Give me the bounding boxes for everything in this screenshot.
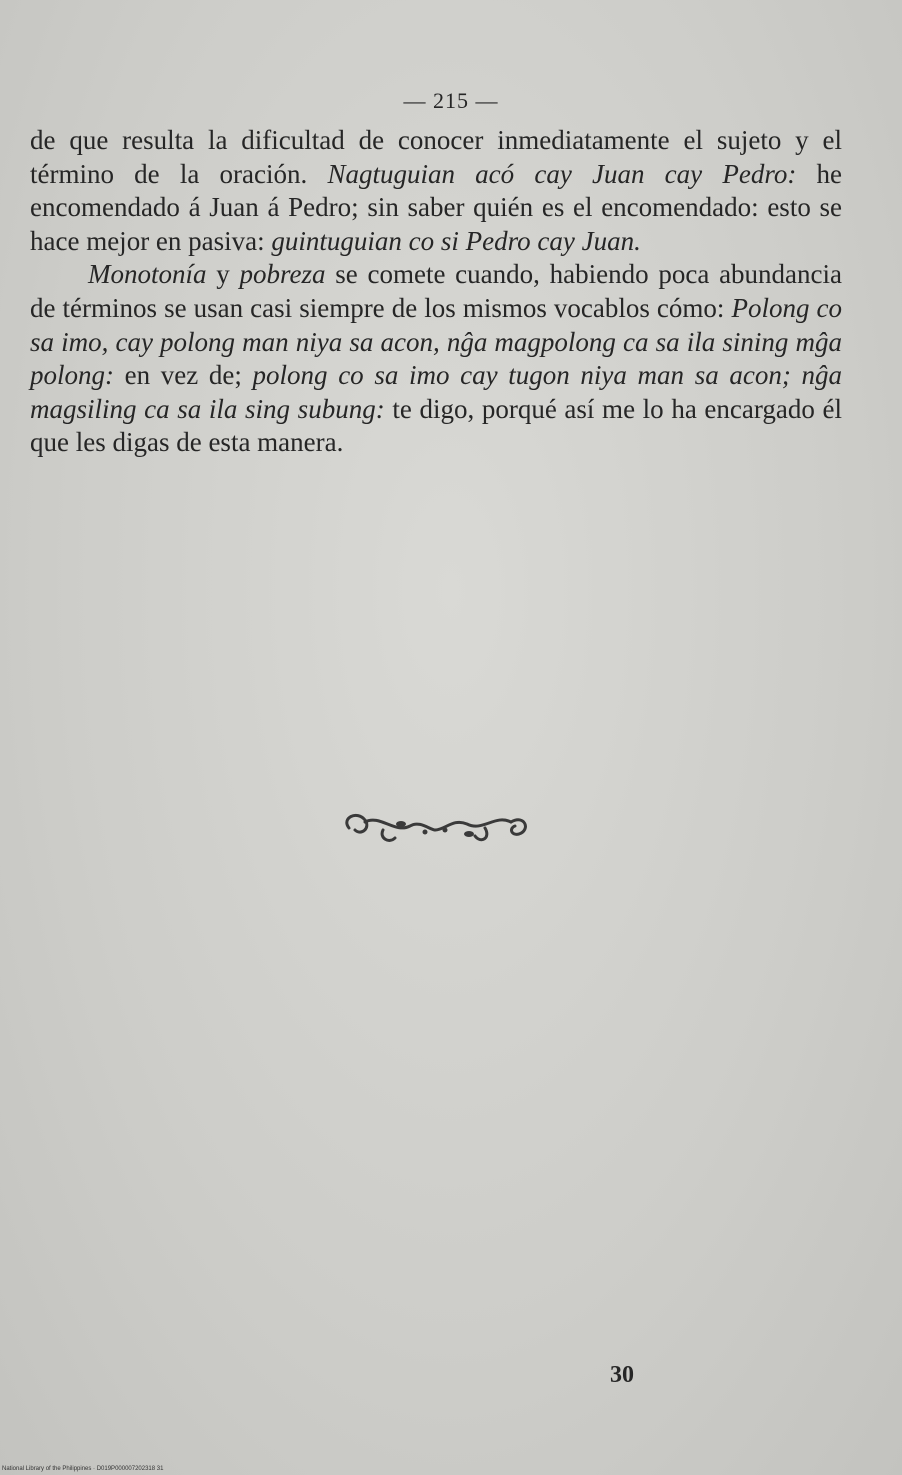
text-run: de que resulta la dificultad de conocer inmediatamente el sujeto y el término de la oración. bbox=[30, 125, 842, 189]
tagalog-example: polong co sa imo cay tugon niya man sa acon; nĝa magsiling ca sa ila sing subung: bbox=[30, 360, 842, 424]
text-run: en vez de; bbox=[114, 360, 253, 391]
text-run: se comete cuando, habiendo poca abundancia de términos se usan casi siempre de los mismos vocablos cómo: bbox=[30, 259, 843, 323]
tagalog-example: guintuguian co si Pedro cay Juan. bbox=[271, 225, 641, 256]
page-number: — 215 — bbox=[403, 88, 499, 113]
paragraph-2 bbox=[30, 258, 842, 460]
signature-mark: 30 bbox=[610, 1362, 634, 1388]
text-run: he encomendado á Juan á Pedro; sin saber quién es el encomendado: esto se hace mejor en pasiva: bbox=[30, 158, 843, 256]
text-run: te digo, porqué así me lo ha encargado él que les digas de esta manera. bbox=[30, 393, 842, 458]
term-monotonia: Monotonía bbox=[88, 259, 207, 290]
term-pobreza: pobreza bbox=[239, 259, 326, 290]
floral-fleuron-ornament-icon bbox=[335, 800, 535, 860]
text-run: y bbox=[206, 259, 240, 290]
scan-credit: National Library of the Philippines · D019P000007202318 31 bbox=[2, 1466, 164, 1472]
tagalog-example: Nagtuguian acó cay Juan cay Pedro: bbox=[327, 158, 797, 189]
body-text bbox=[30, 124, 842, 460]
paragraph-1 bbox=[30, 124, 842, 258]
tagalog-example: Polong co sa imo, cay polong man niya sa acon, nĝa magpolong ca sa ila sining mĝa polong: bbox=[30, 292, 843, 391]
